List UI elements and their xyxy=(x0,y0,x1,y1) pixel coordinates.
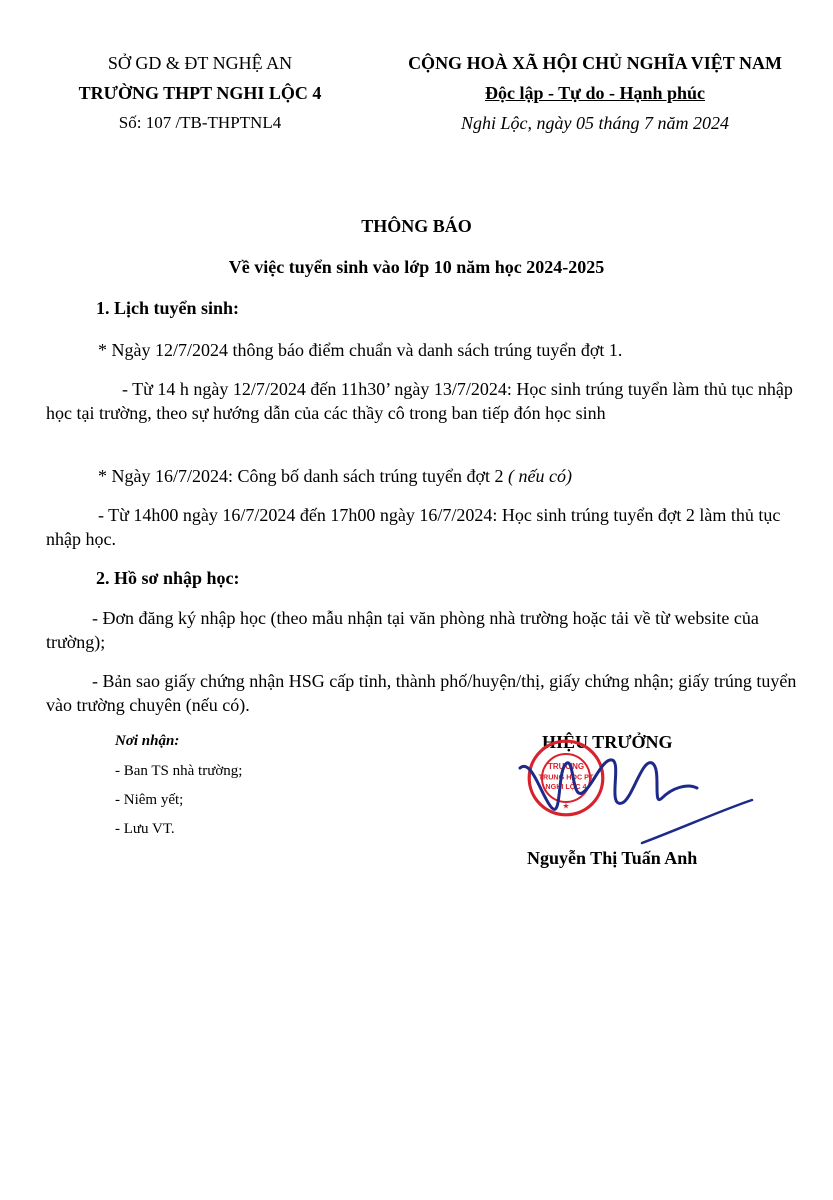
recipient-item: - Lưu VT. xyxy=(115,821,175,837)
department-name: SỞ GD & ĐT NGHỆ AN xyxy=(107,53,293,73)
recipient-item: - Ban TS nhà trường; xyxy=(115,763,243,779)
svg-text:TRUNG HỌC PT: TRUNG HỌC PT xyxy=(538,772,594,782)
signature-icon xyxy=(512,738,762,848)
document-title: THÔNG BÁO xyxy=(361,216,472,236)
paragraph: - Từ 14h00 ngày 16/7/2024 đến 17h00 ngày 16/7/2024: Học sinh trúng tuyển đợt 2 làm thủ tục nhập học. xyxy=(46,505,781,549)
paragraph-text: * Ngày 16/7/2024: Công bố danh sách trúng tuyển đợt 2 xyxy=(98,466,508,486)
paragraph xyxy=(46,464,806,488)
nation-title: CỘNG HOÀ XÃ HỘI CHỦ NGHĨA VIỆT NAM xyxy=(408,53,782,73)
recipients-label: Nơi nhận: xyxy=(115,733,180,749)
recipient-item: - Niêm yết; xyxy=(115,792,184,808)
paragraph: * Ngày 12/7/2024 thông báo điểm chuẩn và danh sách trúng tuyển đợt 1. xyxy=(98,340,623,360)
section-2-heading: 2. Hồ sơ nhập học: xyxy=(96,568,240,588)
issue-date: Nghi Lộc, ngày 05 tháng 7 năm 2024 xyxy=(461,113,729,133)
paragraph: - Bản sao giấy chứng nhận HSG cấp tỉnh, thành phố/huyện/thị, giấy chứng nhận; giấy trúng tuyển vào trường chuyên (nếu có). xyxy=(46,671,797,715)
svg-text:NGHI LỘC 4: NGHI LỘC 4 xyxy=(545,782,587,792)
svg-text:TRƯỜNG: TRƯỜNG xyxy=(547,762,585,772)
section-1-heading: 1. Lịch tuyển sinh: xyxy=(96,298,240,318)
paragraph: - Từ 14 h ngày 12/7/2024 đến 11h30’ ngày 13/7/2024: Học sinh trúng tuyển làm thủ tục nhập học tại trường, theo sự hướng dẫn của các thầy cô trong ban tiếp đón học sinh xyxy=(46,379,793,423)
paragraph: - Đơn đăng ký nhập học (theo mẫu nhận tại văn phòng nhà trường hoặc tải về từ website của trường); xyxy=(46,608,759,652)
document-number: Số: 107 /TB-THPTNL4 xyxy=(118,113,282,132)
header-left xyxy=(40,48,360,138)
signer-role: HIỆU TRƯỞNG xyxy=(542,732,673,752)
paragraph-note: ( nếu có) xyxy=(507,466,572,486)
school-name: TRƯỜNG THPT NGHI LỘC 4 xyxy=(78,83,322,103)
signer-name: Nguyễn Thị Tuấn Anh xyxy=(527,848,698,868)
header-right xyxy=(365,48,825,138)
document-subtitle: Về việc tuyển sinh vào lớp 10 năm học 2024-2025 xyxy=(228,257,605,277)
svg-text:★: ★ xyxy=(562,801,570,811)
national-motto: Độc lập - Tự do - Hạnh phúc xyxy=(484,83,706,103)
